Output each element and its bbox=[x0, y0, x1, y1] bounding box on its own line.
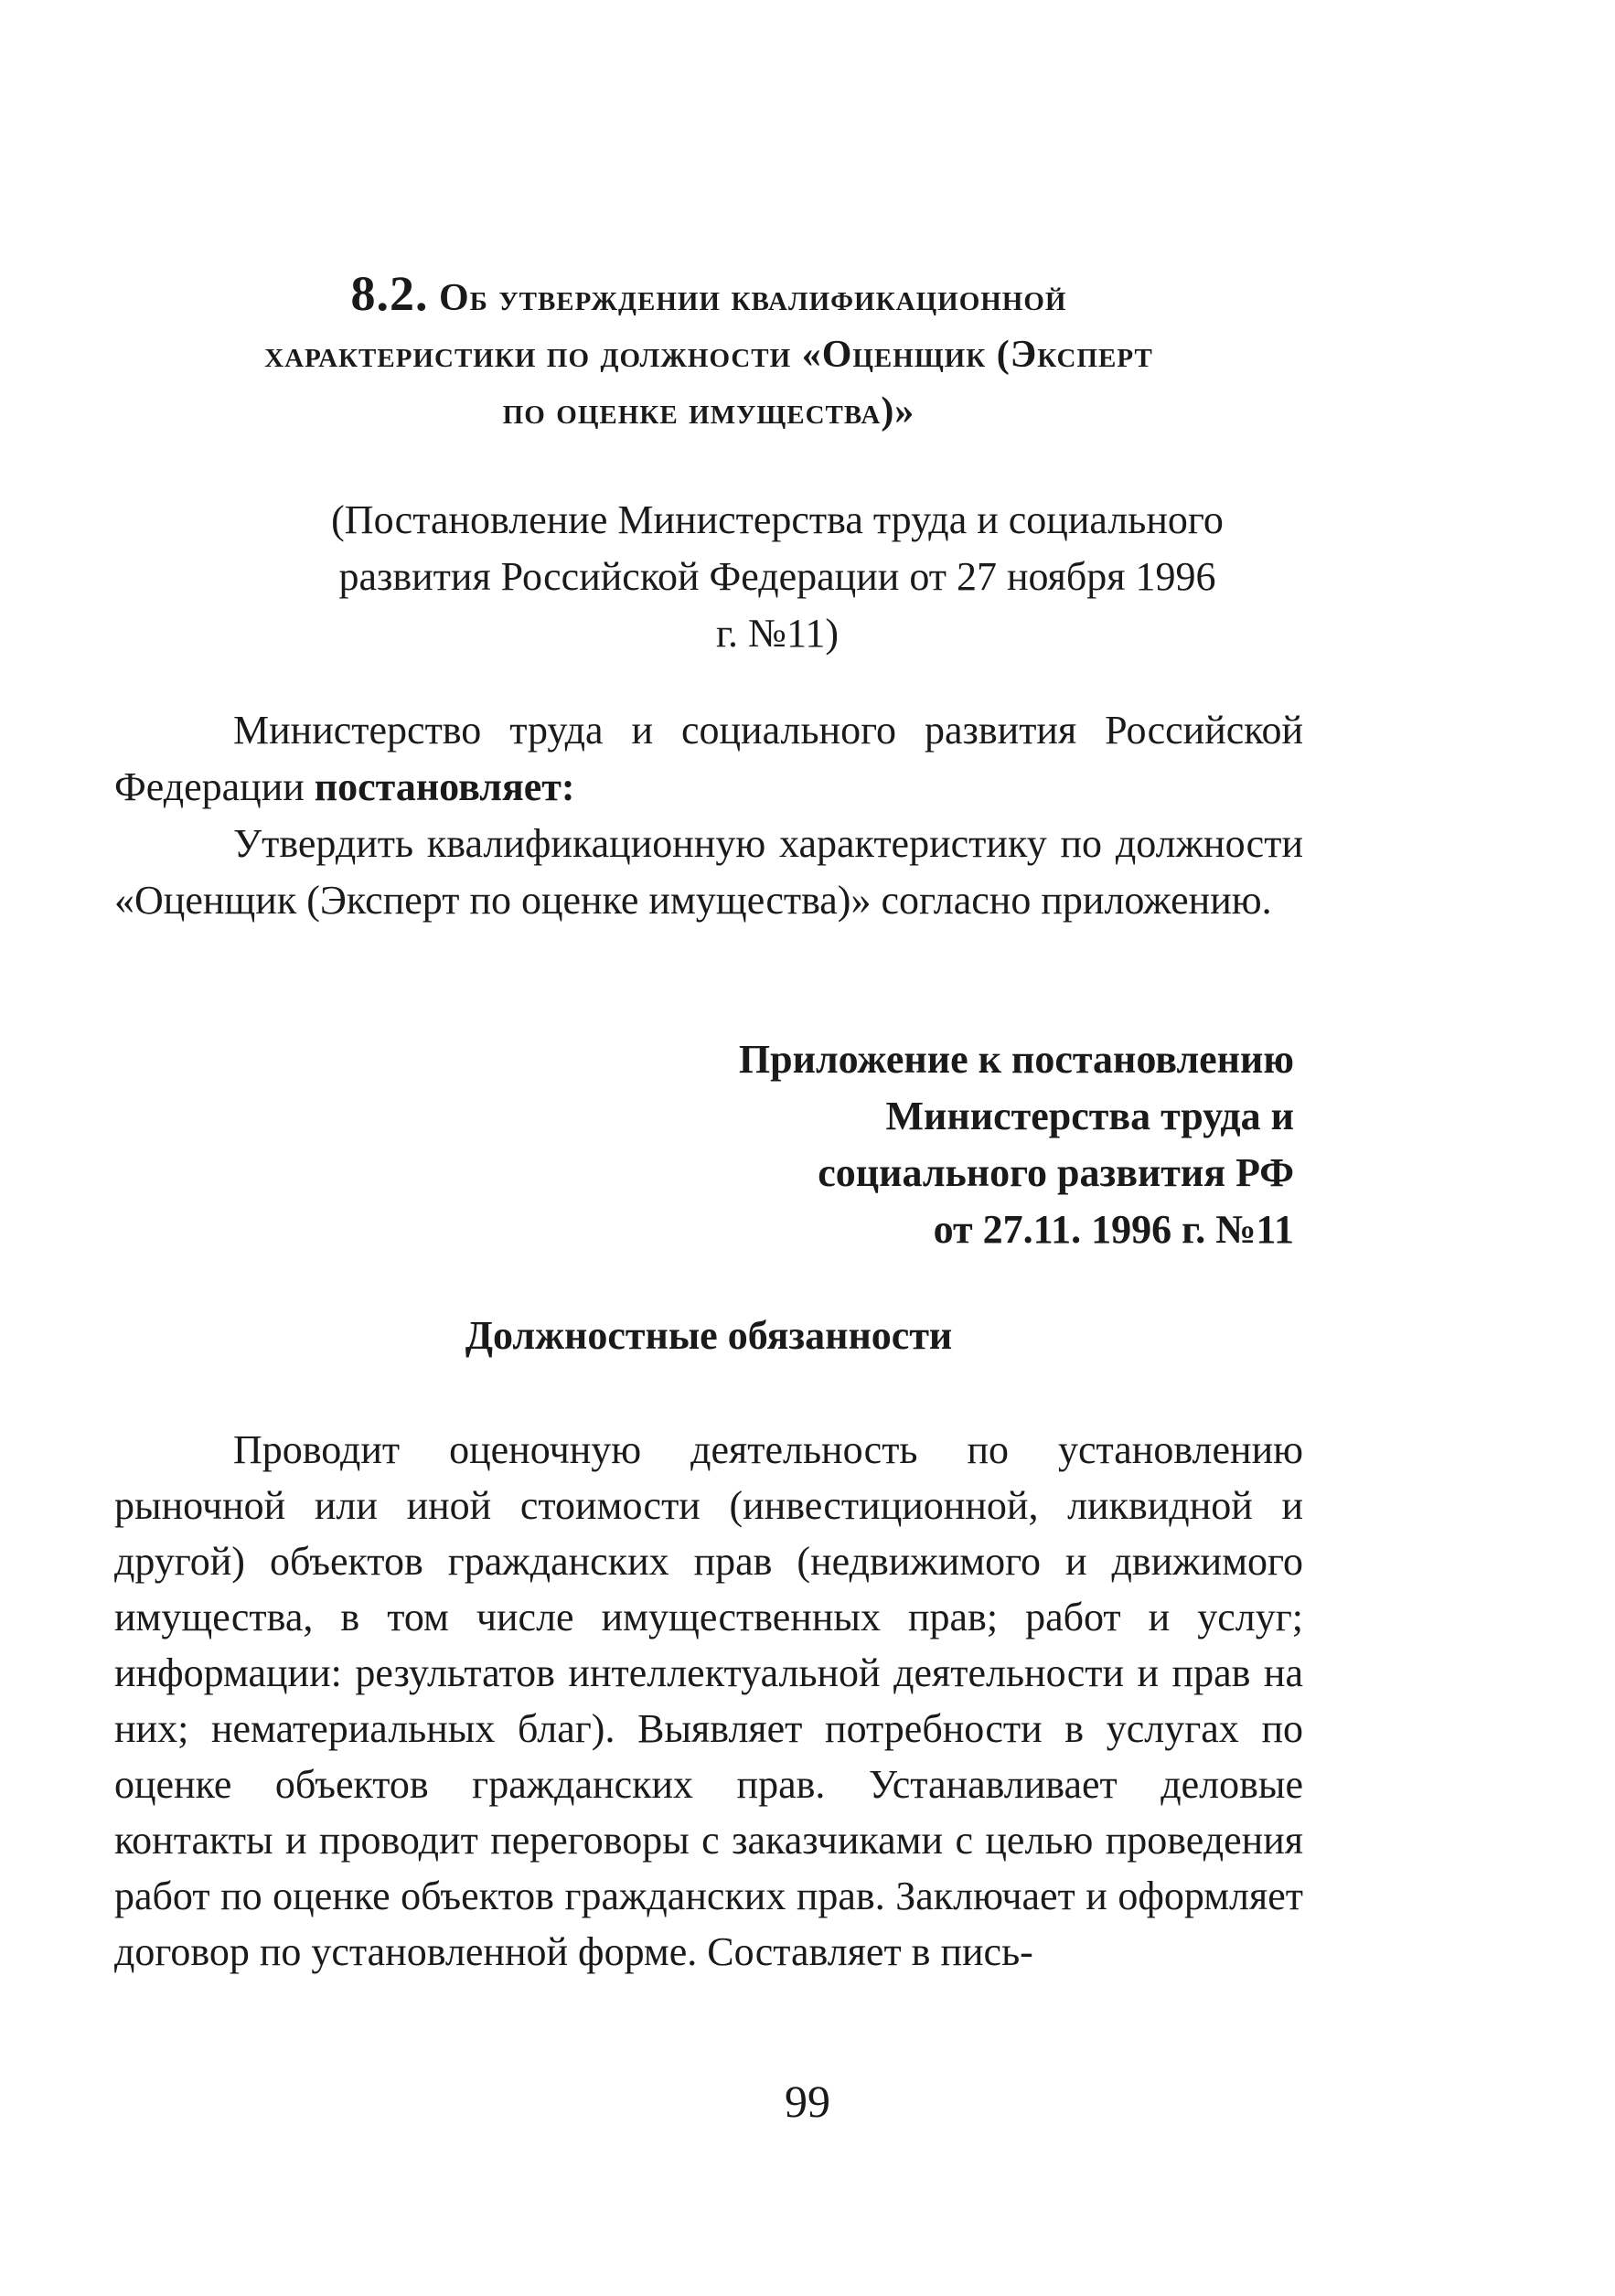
preamble-bold-text: постановляет: bbox=[314, 764, 575, 809]
decree-reference bbox=[247, 492, 1308, 605]
section-title bbox=[137, 265, 1280, 440]
section-title-line-3: по оценке имущества)» bbox=[502, 390, 915, 433]
resolution-paragraph: Утвердить квалификационную характеристику по должности «Оценщик (Эксперт по оценке имущества)» согласно приложению. bbox=[114, 821, 1303, 923]
preamble-text: Министерство труда и социального развития Российской Федерации bbox=[114, 708, 1303, 809]
appendix-line-2: Министерства труда и bbox=[885, 1094, 1294, 1138]
appendix-line-1: Приложение к постановлению bbox=[738, 1037, 1294, 1082]
decree-line-2: развития Российской Федерации от 27 ноября 1996 bbox=[338, 554, 1216, 599]
appendix-line-3: социального развития РФ bbox=[818, 1150, 1294, 1195]
section-number: 8.2. bbox=[350, 266, 429, 321]
duties-paragraph: Проводит оценочную деятельность по установлению рыночной или иной стоимости (инвестиционной, ликвидной и другой) объектов гражданских прав (недвижимого и движимого имущества, в том числе имущественных прав; работ и услуг; информации: результатов интеллектуальной деятельности и прав на них; нематериальных благ). Выявляет потребности в услугах по оценке объектов гражданских прав. Устанавливает деловые контакты и проводит переговоры с заказчиками с целью проведения работ по оценке объектов гражданских прав. Заключает и оформляет договор по установленной форме. Составляет в пись- bbox=[114, 1427, 1303, 1974]
preamble-paragraph bbox=[114, 702, 1303, 816]
section-title-line-1 bbox=[137, 265, 1280, 326]
section-title-text-1: Об утверждении квалификационной bbox=[439, 277, 1067, 319]
duties-heading: Должностные обязанности bbox=[465, 1313, 953, 1358]
appendix-reference bbox=[549, 1031, 1294, 1258]
decree-line-1: (Постановление Министерства труда и социального bbox=[331, 497, 1224, 542]
appendix-line-4: от 27.11. 1996 г. №11 bbox=[933, 1207, 1294, 1252]
section-title-line-2: характеристики по должности «Оценщик (Эксперт bbox=[264, 334, 1153, 376]
page-number: 99 bbox=[785, 2076, 830, 2127]
decree-line-3: г. №11) bbox=[715, 611, 840, 656]
